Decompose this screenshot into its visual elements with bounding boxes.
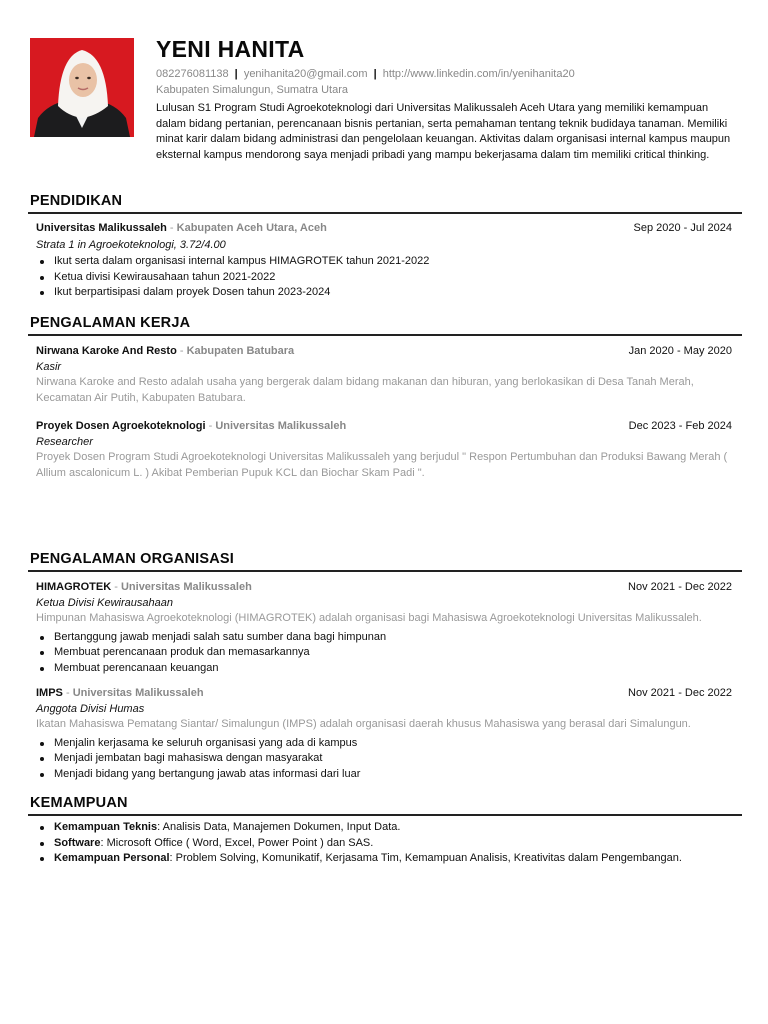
list-item: Menjadi bidang yang bertangung jawab atas informasi dari luar xyxy=(54,767,732,783)
skill-label: Software xyxy=(54,836,101,849)
list-item: Ikut serta dalam organisasi internal kampus HIMAGROTEK tahun 2021-2022 xyxy=(54,254,732,270)
skill-item xyxy=(54,836,754,852)
education-dates: Sep 2020 - Jul 2024 xyxy=(633,222,732,234)
section-title-organization: PENGALAMAN ORGANISASI xyxy=(30,551,234,567)
employer-location: Universitas Malikussaleh xyxy=(215,420,347,432)
list-item: Membuat perencanaan keuangan xyxy=(54,661,732,677)
dash-separator: - xyxy=(65,687,70,699)
contact-separator: | xyxy=(234,68,238,80)
organization-description: Himpunan Mahasiswa Agroekoteknologi (HIMAGROTEK) adalah organisasi bagi Mahasiswa Agroekoteknologi Universitas Malikussaleh. xyxy=(36,612,702,624)
profile-photo xyxy=(30,38,134,137)
contact-separator: | xyxy=(373,68,377,80)
skills-list xyxy=(36,820,754,867)
organization-name: IMPS xyxy=(36,687,63,699)
job-title: Kasir xyxy=(36,361,62,373)
skill-value: : Analisis Data, Manajemen Dokumen, Input Data. xyxy=(157,821,401,833)
work-dates: Dec 2023 - Feb 2024 xyxy=(628,420,732,432)
organization-location: Universitas Malikussaleh xyxy=(120,581,252,593)
skill-value: : Problem Solving, Komunikatif, Kerjasama Tim, Kemampuan Analisis, Kreativitas dalam Pengembangan. xyxy=(169,852,682,864)
skill-label: Kemampuan Personal xyxy=(54,852,170,864)
section-title-work: PENGALAMAN KERJA xyxy=(30,315,191,331)
job-title: Researcher xyxy=(36,436,93,448)
dash-separator: - xyxy=(114,581,118,593)
employer-location: Kabupaten Batubara xyxy=(186,345,295,357)
candidate-name: YENI HANITA xyxy=(156,36,305,62)
work-entry xyxy=(36,418,732,481)
list-item: Menjadi jembatan bagi mahasiswa dengan masyarakat xyxy=(54,751,732,767)
institution-name: Universitas Malikussaleh xyxy=(36,222,167,234)
phone-number: 082276081138 xyxy=(156,68,229,80)
institution-location: Kabupaten Aceh Utara, Aceh xyxy=(176,222,327,234)
job-description: Nirwana Karoke and Resto adalah usaha yang bergerak dalam bidang makanan dan hiburan, yang berlokasikan di Desa Tanah Merah, Kecamatan Air Putih, Kabupaten Batubara. xyxy=(36,376,694,404)
organization-name: HIMAGROTEK xyxy=(36,581,112,593)
work-entry xyxy=(36,343,732,406)
list-item: Membuat perencanaan produk dan memasarkannya xyxy=(54,645,732,661)
section-divider xyxy=(28,814,742,816)
section-divider xyxy=(28,212,742,214)
dash-separator: - xyxy=(179,345,184,357)
organization-description: Ikatan Mahasiswa Pematang Siantar/ Simalungun (IMPS) adalah organisasi daerah khusus Mahasiswa yang berasal dari Simalungun. xyxy=(36,718,691,730)
linkedin-link[interactable]: http://www.linkedin.com/in/yenihanita20 xyxy=(382,68,575,80)
section-divider xyxy=(28,570,742,572)
list-item: Menjalin kerjasama ke seluruh organisasi yang ada di kampus xyxy=(54,736,732,752)
organization-location: Universitas Malikussaleh xyxy=(72,687,204,699)
section-divider xyxy=(28,334,742,336)
organization-dates: Nov 2021 - Dec 2022 xyxy=(628,687,732,699)
education-bullets xyxy=(36,254,732,301)
list-item: Bertanggung jawab menjadi salah satu sumber dana bagi himpunan xyxy=(54,630,732,646)
organization-entry xyxy=(36,579,732,676)
skill-item xyxy=(54,851,754,867)
degree: Strata 1 in Agroekoteknologi, 3.72/4.00 xyxy=(36,239,226,251)
employer-name: Proyek Dosen Agroekoteknologi xyxy=(36,420,206,432)
work-dates: Jan 2020 - May 2020 xyxy=(628,345,732,357)
employer-name: Nirwana Karoke And Resto xyxy=(36,345,177,357)
organization-dates: Nov 2021 - Dec 2022 xyxy=(628,581,732,593)
profile-summary: Lulusan S1 Program Studi Agroekoteknologi dari Universitas Malikussaleh Aceh Utara yang memiliki kemampuan dalam bidang pertanian, perencanaan bisnis pertanian, serta pemahaman tentang teknik budidaya tanaman. Memiliki minat karir dalam bidang administrasi dan pengelolaan keuangan. Aktivitas dalam organisasi internal kampus maupun eksternal kampus mendorong saya menjadi pribadi yang mampu bekerjasama dalam tim memiliki critical thinking. xyxy=(156,102,731,161)
contact-line xyxy=(156,67,575,82)
section-title-skills: KEMAMPUAN xyxy=(30,795,128,811)
organization-entry xyxy=(36,685,732,782)
dash-separator: - xyxy=(169,222,174,234)
skill-label: Kemampuan Teknis xyxy=(54,821,158,833)
education-entry xyxy=(36,220,732,301)
skill-item xyxy=(54,820,754,836)
section-title-education: PENDIDIKAN xyxy=(30,193,123,209)
email-address[interactable]: yenihanita20@gmail.com xyxy=(243,68,368,80)
skill-value: : Microsoft Office ( Word, Excel, Power Point ) dan SAS. xyxy=(100,836,374,849)
job-description: Proyek Dosen Program Studi Agroekoteknologi Universitas Malikussaleh yang berjudul " Respon Pertumbuhan dan Produksi Bawang Merah ( Allium ascalonicum L. ) Akibat Pemberian Pupuk KCL dan Biochar Skam Padi ". xyxy=(36,451,728,479)
organization-bullets xyxy=(36,630,732,677)
organization-role: Anggota Divisi Humas xyxy=(36,703,145,715)
dash-separator: - xyxy=(208,420,213,432)
list-item: Ikut berpartisipasi dalam proyek Dosen tahun 2023-2024 xyxy=(54,285,732,301)
organization-bullets xyxy=(36,736,732,783)
list-item: Ketua divisi Kewirausahaan tahun 2021-2022 xyxy=(54,270,732,286)
home-location: Kabupaten Simalungun, Sumatra Utara xyxy=(156,84,349,96)
organization-role: Ketua Divisi Kewirausahaan xyxy=(36,597,173,609)
